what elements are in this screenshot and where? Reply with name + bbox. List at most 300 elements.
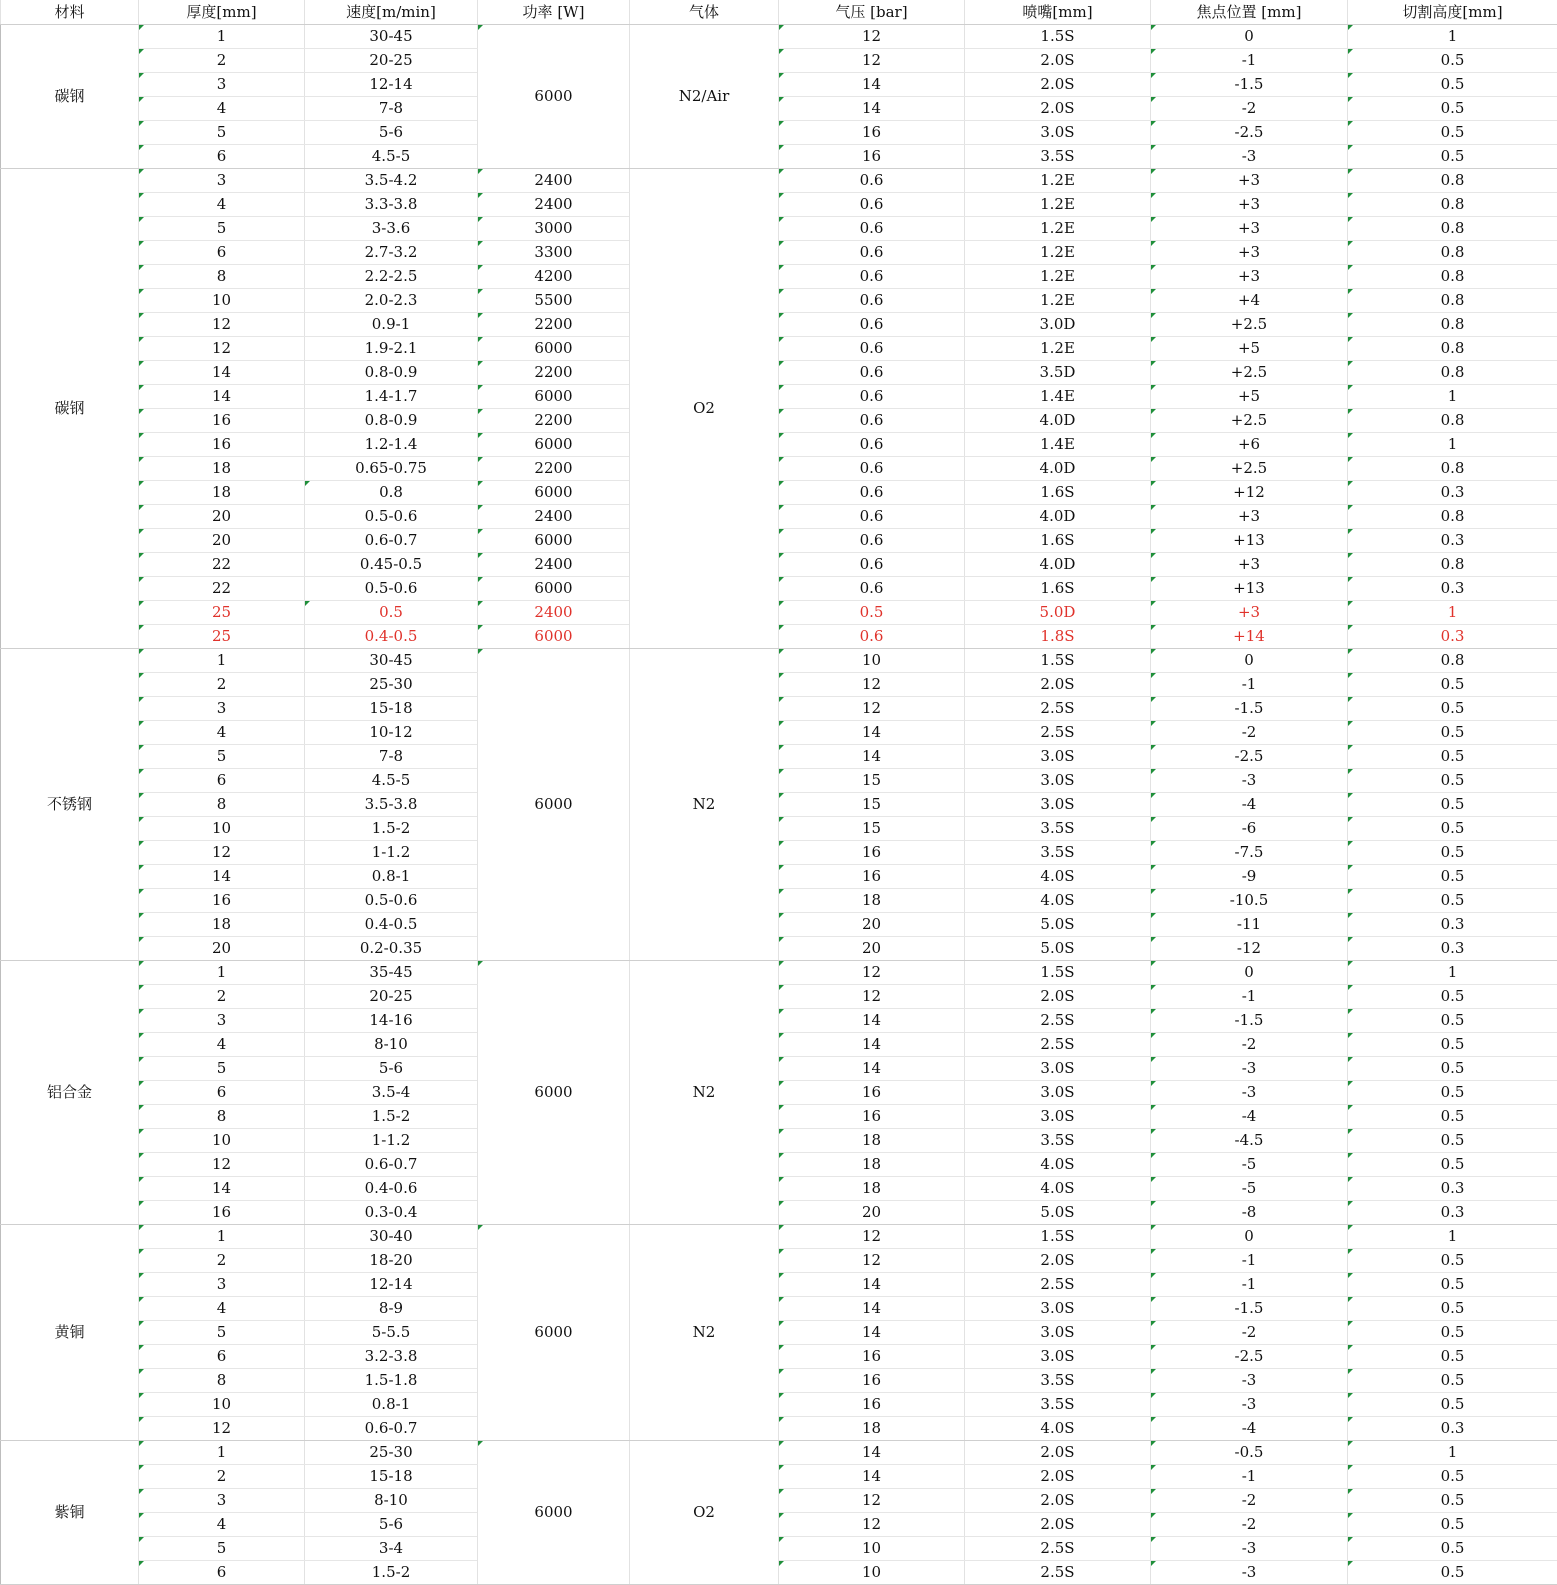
pressure-cell: 18 [779,1177,965,1201]
nozzle-cell: 3.0S [965,1105,1151,1129]
nozzle-cell: 5.0D [965,601,1151,625]
speed-cell: 5-6 [305,1513,478,1537]
nozzle-cell: 4.0D [965,457,1151,481]
gas-cell: O2 [630,169,779,649]
power-cell: 2200 [478,313,630,337]
cut-height-cell: 0.5 [1348,73,1557,97]
thickness-cell: 3 [139,73,305,97]
focus-cell: -2.5 [1151,1345,1348,1369]
table-row [1,49,1557,73]
focus-cell: -1.5 [1151,1297,1348,1321]
cut-height-cell: 0.5 [1348,1513,1557,1537]
header-gas: 气体 [630,0,779,25]
nozzle-cell: 2.5S [965,697,1151,721]
gas-cell: O2 [630,1441,779,1585]
cut-height-cell: 0.5 [1348,97,1557,121]
speed-cell: 0.8 [305,481,478,505]
focus-cell: +3 [1151,265,1348,289]
material-cell: 碳钢 [1,169,139,649]
pressure-cell: 18 [779,1417,965,1441]
power-cell: 5500 [478,289,630,313]
speed-cell: 0.2-0.35 [305,937,478,961]
thickness-cell: 5 [139,217,305,241]
thickness-cell: 3 [139,697,305,721]
table-body [1,25,1557,1585]
cut-height-cell: 0.3 [1348,529,1557,553]
speed-cell: 1.5-2 [305,1561,478,1585]
speed-cell: 0.8-0.9 [305,361,478,385]
power-cell: 6000 [478,385,630,409]
nozzle-cell: 3.0S [965,1321,1151,1345]
focus-cell: -5 [1151,1153,1348,1177]
focus-cell: 0 [1151,649,1348,673]
focus-cell: -1 [1151,1273,1348,1297]
speed-cell: 30-45 [305,649,478,673]
cut-height-cell: 0.5 [1348,769,1557,793]
thickness-cell: 3 [139,169,305,193]
speed-cell: 0.5-0.6 [305,505,478,529]
table-row [1,145,1557,169]
power-cell: 6000 [478,625,630,649]
table-row [1,1153,1557,1177]
cut-height-cell: 0.8 [1348,553,1557,577]
pressure-cell: 14 [779,1321,965,1345]
material-cell: 紫铜 [1,1441,139,1585]
nozzle-cell: 3.5S [965,817,1151,841]
speed-cell: 1.2-1.4 [305,433,478,457]
thickness-cell: 2 [139,1465,305,1489]
cut-height-cell: 0.8 [1348,409,1557,433]
nozzle-cell: 3.5S [965,1369,1151,1393]
speed-cell: 1-1.2 [305,841,478,865]
nozzle-cell: 1.5S [965,961,1151,985]
focus-cell: +5 [1151,337,1348,361]
speed-cell: 8-10 [305,1033,478,1057]
pressure-cell: 0.6 [779,385,965,409]
speed-cell: 1-1.2 [305,1129,478,1153]
cut-height-cell: 0.5 [1348,1561,1557,1585]
thickness-cell: 22 [139,577,305,601]
nozzle-cell: 2.0S [965,1249,1151,1273]
nozzle-cell: 2.0S [965,1441,1151,1465]
cut-height-cell: 0.8 [1348,313,1557,337]
speed-cell: 18-20 [305,1249,478,1273]
speed-cell: 30-45 [305,25,478,49]
cut-height-cell: 0.5 [1348,121,1557,145]
cut-height-cell: 0.5 [1348,1105,1557,1129]
pressure-cell: 0.6 [779,241,965,265]
table-row [1,769,1557,793]
focus-cell: +2.5 [1151,409,1348,433]
focus-cell: -1 [1151,1465,1348,1489]
nozzle-cell: 1.2E [965,241,1151,265]
thickness-cell: 4 [139,1297,305,1321]
pressure-cell: 14 [779,745,965,769]
nozzle-cell: 3.0D [965,313,1151,337]
focus-cell: -3 [1151,1393,1348,1417]
pressure-cell: 14 [779,721,965,745]
table-row [1,1513,1557,1537]
thickness-cell: 16 [139,433,305,457]
cut-height-cell: 0.8 [1348,241,1557,265]
nozzle-cell: 3.0S [965,1297,1151,1321]
pressure-cell: 12 [779,985,965,1009]
thickness-cell: 12 [139,1417,305,1441]
thickness-cell: 1 [139,1225,305,1249]
focus-cell: +3 [1151,553,1348,577]
table-row [1,553,1557,577]
table-row [1,865,1557,889]
thickness-cell: 14 [139,385,305,409]
speed-cell: 0.3-0.4 [305,1201,478,1225]
speed-cell: 0.9-1 [305,313,478,337]
nozzle-cell: 2.0S [965,1489,1151,1513]
pressure-cell: 0.6 [779,481,965,505]
speed-cell: 8-9 [305,1297,478,1321]
thickness-cell: 2 [139,49,305,73]
speed-cell: 25-30 [305,1441,478,1465]
pressure-cell: 16 [779,841,965,865]
cut-height-cell: 0.8 [1348,649,1557,673]
focus-cell: +3 [1151,169,1348,193]
cut-height-cell: 0.3 [1348,1201,1557,1225]
pressure-cell: 0.6 [779,457,965,481]
pressure-cell: 16 [779,865,965,889]
header-nozzle: 喷嘴[mm] [965,0,1151,25]
nozzle-cell: 2.0S [965,97,1151,121]
nozzle-cell: 2.0S [965,673,1151,697]
nozzle-cell: 3.0S [965,1345,1151,1369]
speed-cell: 8-10 [305,1489,478,1513]
focus-cell: -1 [1151,673,1348,697]
speed-cell: 20-25 [305,49,478,73]
speed-cell: 7-8 [305,745,478,769]
cut-height-cell: 0.8 [1348,337,1557,361]
thickness-cell: 18 [139,481,305,505]
thickness-cell: 6 [139,1081,305,1105]
thickness-cell: 5 [139,1537,305,1561]
nozzle-cell: 2.5S [965,1537,1151,1561]
nozzle-cell: 1.2E [965,193,1151,217]
focus-cell: -1.5 [1151,1009,1348,1033]
thickness-cell: 20 [139,937,305,961]
pressure-cell: 14 [779,73,965,97]
cut-height-cell: 0.5 [1348,1033,1557,1057]
nozzle-cell: 3.5S [965,841,1151,865]
focus-cell: -3 [1151,769,1348,793]
table-row [1,433,1557,457]
speed-cell: 1.5-1.8 [305,1369,478,1393]
nozzle-cell: 4.0S [965,1177,1151,1201]
pressure-cell: 20 [779,1201,965,1225]
cut-height-cell: 0.8 [1348,457,1557,481]
power-cell: 6000 [478,25,630,169]
thickness-cell: 1 [139,961,305,985]
focus-cell: +13 [1151,529,1348,553]
speed-cell: 3.3-3.8 [305,193,478,217]
focus-cell: -1 [1151,49,1348,73]
nozzle-cell: 1.2E [965,217,1151,241]
cut-height-cell: 0.5 [1348,1009,1557,1033]
speed-cell: 2.7-3.2 [305,241,478,265]
cut-height-cell: 0.5 [1348,1273,1557,1297]
thickness-cell: 18 [139,457,305,481]
focus-cell: -3 [1151,1537,1348,1561]
nozzle-cell: 1.2E [965,337,1151,361]
table-row [1,697,1557,721]
pressure-cell: 14 [779,1057,965,1081]
speed-cell: 4.5-5 [305,769,478,793]
thickness-cell: 6 [139,241,305,265]
nozzle-cell: 3.0S [965,121,1151,145]
pressure-cell: 15 [779,769,965,793]
cut-height-cell: 1 [1348,601,1557,625]
speed-cell: 0.45-0.5 [305,553,478,577]
pressure-cell: 14 [779,1441,965,1465]
focus-cell: +3 [1151,241,1348,265]
cut-height-cell: 1 [1348,1225,1557,1249]
table-row [1,841,1557,865]
focus-cell: -4 [1151,793,1348,817]
nozzle-cell: 4.0S [965,889,1151,913]
focus-cell: +12 [1151,481,1348,505]
pressure-cell: 12 [779,1489,965,1513]
table-row [1,1465,1557,1489]
material-cell: 铝合金 [1,961,139,1225]
table-row [1,25,1557,49]
focus-cell: +2.5 [1151,313,1348,337]
header-focus: 焦点位置 [mm] [1151,0,1348,25]
speed-cell: 3-3.6 [305,217,478,241]
power-cell: 2200 [478,457,630,481]
power-cell: 2200 [478,409,630,433]
thickness-cell: 25 [139,625,305,649]
thickness-cell: 18 [139,913,305,937]
table-row [1,1345,1557,1369]
pressure-cell: 0.6 [779,409,965,433]
nozzle-cell: 4.0S [965,865,1151,889]
thickness-cell: 22 [139,553,305,577]
table-row [1,241,1557,265]
speed-cell: 25-30 [305,673,478,697]
speed-cell: 1.5-2 [305,817,478,841]
power-cell: 3300 [478,241,630,265]
thickness-cell: 3 [139,1273,305,1297]
power-cell: 4200 [478,265,630,289]
pressure-cell: 0.6 [779,313,965,337]
pressure-cell: 0.6 [779,193,965,217]
cut-height-cell: 0.8 [1348,169,1557,193]
nozzle-cell: 3.0S [965,793,1151,817]
power-cell: 6000 [478,529,630,553]
focus-cell: +3 [1151,193,1348,217]
pressure-cell: 14 [779,1465,965,1489]
focus-cell: -2.5 [1151,121,1348,145]
thickness-cell: 8 [139,793,305,817]
table-row [1,625,1557,649]
pressure-cell: 12 [779,1225,965,1249]
thickness-cell: 20 [139,529,305,553]
focus-cell: +14 [1151,625,1348,649]
speed-cell: 5-5.5 [305,1321,478,1345]
speed-cell: 5-6 [305,121,478,145]
table-row [1,1321,1557,1345]
thickness-cell: 16 [139,889,305,913]
header-pressure: 气压 [bar] [779,0,965,25]
cut-height-cell: 0.8 [1348,289,1557,313]
speed-cell: 0.5-0.6 [305,889,478,913]
focus-cell: -4.5 [1151,1129,1348,1153]
table-row [1,529,1557,553]
table-row [1,457,1557,481]
cut-height-cell: 0.5 [1348,1465,1557,1489]
cut-height-cell: 1 [1348,433,1557,457]
pressure-cell: 0.6 [779,361,965,385]
focus-cell: -3 [1151,1057,1348,1081]
cut-height-cell: 0.5 [1348,745,1557,769]
nozzle-cell: 1.2E [965,265,1151,289]
pressure-cell: 10 [779,1561,965,1585]
thickness-cell: 6 [139,1561,305,1585]
nozzle-cell: 2.0S [965,1513,1151,1537]
nozzle-cell: 1.4E [965,385,1151,409]
pressure-cell: 14 [779,1033,965,1057]
power-cell: 6000 [478,433,630,457]
table-row [1,1081,1557,1105]
speed-cell: 0.4-0.6 [305,1177,478,1201]
speed-cell: 0.4-0.5 [305,625,478,649]
speed-cell: 20-25 [305,985,478,1009]
table-row [1,721,1557,745]
table-row [1,1561,1557,1585]
focus-cell: -0.5 [1151,1441,1348,1465]
focus-cell: -2.5 [1151,745,1348,769]
table-row [1,217,1557,241]
cut-height-cell: 0.5 [1348,1393,1557,1417]
speed-cell: 15-18 [305,1465,478,1489]
header-power: 功率 [W] [478,0,630,25]
cut-height-cell: 0.3 [1348,1417,1557,1441]
cut-height-cell: 0.5 [1348,1249,1557,1273]
cut-height-cell: 0.5 [1348,1345,1557,1369]
thickness-cell: 4 [139,97,305,121]
power-cell: 6000 [478,649,630,961]
table-row [1,649,1557,673]
pressure-cell: 14 [779,97,965,121]
header-thickness: 厚度[mm] [139,0,305,25]
nozzle-cell: 2.0S [965,985,1151,1009]
power-cell: 6000 [478,577,630,601]
focus-cell: -9 [1151,865,1348,889]
table-row [1,937,1557,961]
focus-cell: -2 [1151,1033,1348,1057]
header-row [1,0,1557,25]
power-cell: 6000 [478,1441,630,1585]
cut-height-cell: 0.5 [1348,1297,1557,1321]
cut-height-cell: 0.5 [1348,1489,1557,1513]
nozzle-cell: 3.5S [965,145,1151,169]
table-row [1,337,1557,361]
table-row [1,793,1557,817]
focus-cell: -1.5 [1151,697,1348,721]
pressure-cell: 12 [779,1249,965,1273]
nozzle-cell: 1.6S [965,577,1151,601]
cut-height-cell: 0.8 [1348,217,1557,241]
thickness-cell: 25 [139,601,305,625]
table-row [1,1273,1557,1297]
table-row [1,1009,1557,1033]
thickness-cell: 10 [139,289,305,313]
nozzle-cell: 1.2E [965,169,1151,193]
pressure-cell: 16 [779,1369,965,1393]
cut-height-cell: 0.8 [1348,505,1557,529]
pressure-cell: 0.6 [779,529,965,553]
focus-cell: -1 [1151,985,1348,1009]
focus-cell: -2 [1151,1321,1348,1345]
focus-cell: -1 [1151,1249,1348,1273]
cut-height-cell: 0.3 [1348,1177,1557,1201]
thickness-cell: 12 [139,337,305,361]
table-row [1,1033,1557,1057]
pressure-cell: 12 [779,697,965,721]
table-row [1,1441,1557,1465]
thickness-cell: 5 [139,121,305,145]
thickness-cell: 12 [139,313,305,337]
thickness-cell: 4 [139,1033,305,1057]
pressure-cell: 16 [779,1105,965,1129]
table-row [1,505,1557,529]
speed-cell: 0.6-0.7 [305,1417,478,1441]
table-row [1,409,1557,433]
cut-height-cell: 0.5 [1348,865,1557,889]
pressure-cell: 18 [779,889,965,913]
power-cell: 6000 [478,1225,630,1441]
pressure-cell: 0.6 [779,553,965,577]
focus-cell: -3 [1151,1561,1348,1585]
thickness-cell: 16 [139,1201,305,1225]
pressure-cell: 16 [779,1081,965,1105]
nozzle-cell: 2.0S [965,49,1151,73]
table-row [1,1297,1557,1321]
pressure-cell: 20 [779,937,965,961]
focus-cell: +3 [1151,217,1348,241]
focus-cell: -3 [1151,145,1348,169]
focus-cell: -7.5 [1151,841,1348,865]
thickness-cell: 14 [139,361,305,385]
focus-cell: +2.5 [1151,361,1348,385]
thickness-cell: 10 [139,817,305,841]
thickness-cell: 2 [139,985,305,1009]
focus-cell: -1.5 [1151,73,1348,97]
cut-height-cell: 0.8 [1348,361,1557,385]
pressure-cell: 0.6 [779,505,965,529]
gas-cell: N2 [630,649,779,961]
pressure-cell: 0.6 [779,337,965,361]
pressure-cell: 0.5 [779,601,965,625]
thickness-cell: 14 [139,1177,305,1201]
nozzle-cell: 2.5S [965,1561,1151,1585]
speed-cell: 0.5-0.6 [305,577,478,601]
focus-cell: 0 [1151,1225,1348,1249]
cut-height-cell: 0.5 [1348,985,1557,1009]
focus-cell: -11 [1151,913,1348,937]
cut-height-cell: 0.5 [1348,1129,1557,1153]
nozzle-cell: 4.0S [965,1417,1151,1441]
speed-cell: 3-4 [305,1537,478,1561]
speed-cell: 2.2-2.5 [305,265,478,289]
focus-cell: -6 [1151,817,1348,841]
thickness-cell: 1 [139,649,305,673]
